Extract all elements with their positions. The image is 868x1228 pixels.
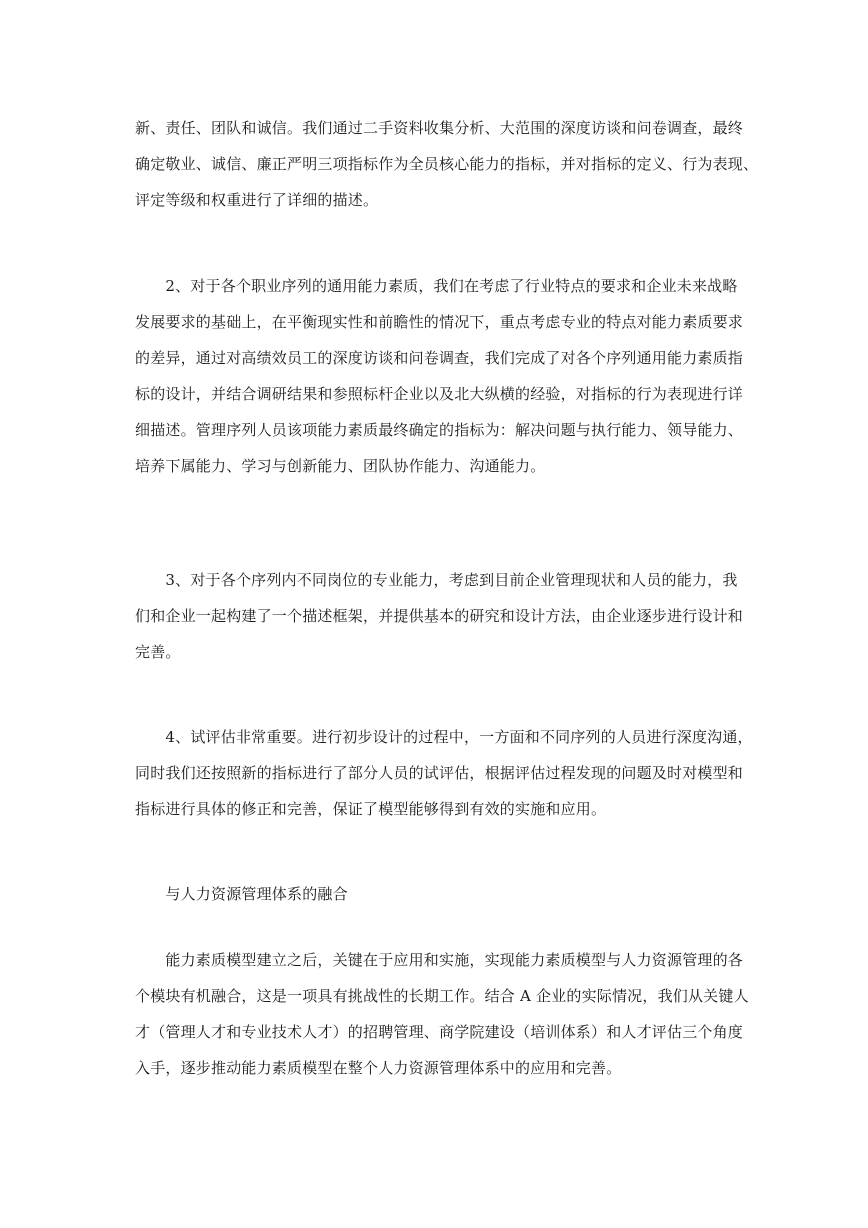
text-line: 的差异，通过对高绩效员工的深度访谈和问卷调查，我们完成了对各个序列通用能力素质指: [135, 349, 744, 367]
text-line: 评定等级和权重进行了详细的描述。: [135, 191, 379, 209]
text-line: 能力素质模型建立之后，关键在于应用和实施，实现能力素质模型与人力资源管理的各: [135, 951, 744, 969]
paragraph-general-competency: [135, 268, 745, 484]
paragraph-professional-competency: [135, 562, 745, 670]
text-line: 发展要求的基础上，在平衡现实性和前瞻性的情况下，重点考虑专业的特点对能力素质要求: [135, 313, 744, 331]
paragraph-trial-evaluation: [135, 719, 753, 827]
text-line: 同时我们还按照新的指标进行了部分人员的试评估，根据评估过程发现的问题及时对模型和: [135, 764, 744, 782]
text-line: 完善。: [135, 643, 181, 661]
text-line: 指标进行具体的修正和完善，保证了模型能够得到有效的实施和应用。: [135, 800, 607, 818]
text-line: 3、对于各个序列内不同岗位的专业能力，考虑到目前企业管理现状和人员的能力，我: [135, 571, 738, 589]
text-line: 培养下属能力、学习与创新能力、团队协作能力、沟通能力。: [135, 457, 546, 475]
text-line: 标的设计，并结合调研结果和参照标杆企业以及北大纵横的经验，对指标的行为表现进行详: [135, 385, 744, 403]
text-line: 个模块有机融合，这是一项具有挑战性的长期工作。结合 A 企业的实际情况，我们从关键人: [135, 987, 749, 1005]
heading-text: 与人力资源管理体系的融合: [135, 885, 348, 903]
paragraph-hr-integration: [135, 942, 749, 1086]
text-line: 们和企业一起构建了一个描述框架，并提供基本的研究和设计方法，由企业逐步进行设计和: [135, 607, 744, 625]
paragraph-core-competency: [135, 110, 759, 218]
text-line: 4、试评估非常重要。进行初步设计的过程中，一方面和不同序列的人员进行深度沟通，: [135, 728, 753, 746]
section-heading: [135, 876, 745, 912]
text-line: 才（管理人才和专业技术人才）的招聘管理、商学院建设（培训体系）和人才评估三个角度: [135, 1023, 744, 1041]
text-line: 确定敬业、诚信、廉正严明三项指标作为全员核心能力的指标，并对指标的定义、行为表现、: [135, 155, 759, 173]
text-line: 细描述。管理序列人员该项能力素质最终确定的指标为：解决问题与执行能力、领导能力、: [135, 421, 744, 439]
text-line: 入手，逐步推动能力素质模型在整个人力资源管理体系中的应用和完善。: [135, 1059, 622, 1077]
text-line: 2、对于各个职业序列的通用能力素质，我们在考虑了行业特点的要求和企业未来战略: [135, 277, 738, 295]
text-line: 新、责任、团队和诚信。我们通过二手资料收集分析、大范围的深度访谈和问卷调查，最终: [135, 119, 744, 137]
